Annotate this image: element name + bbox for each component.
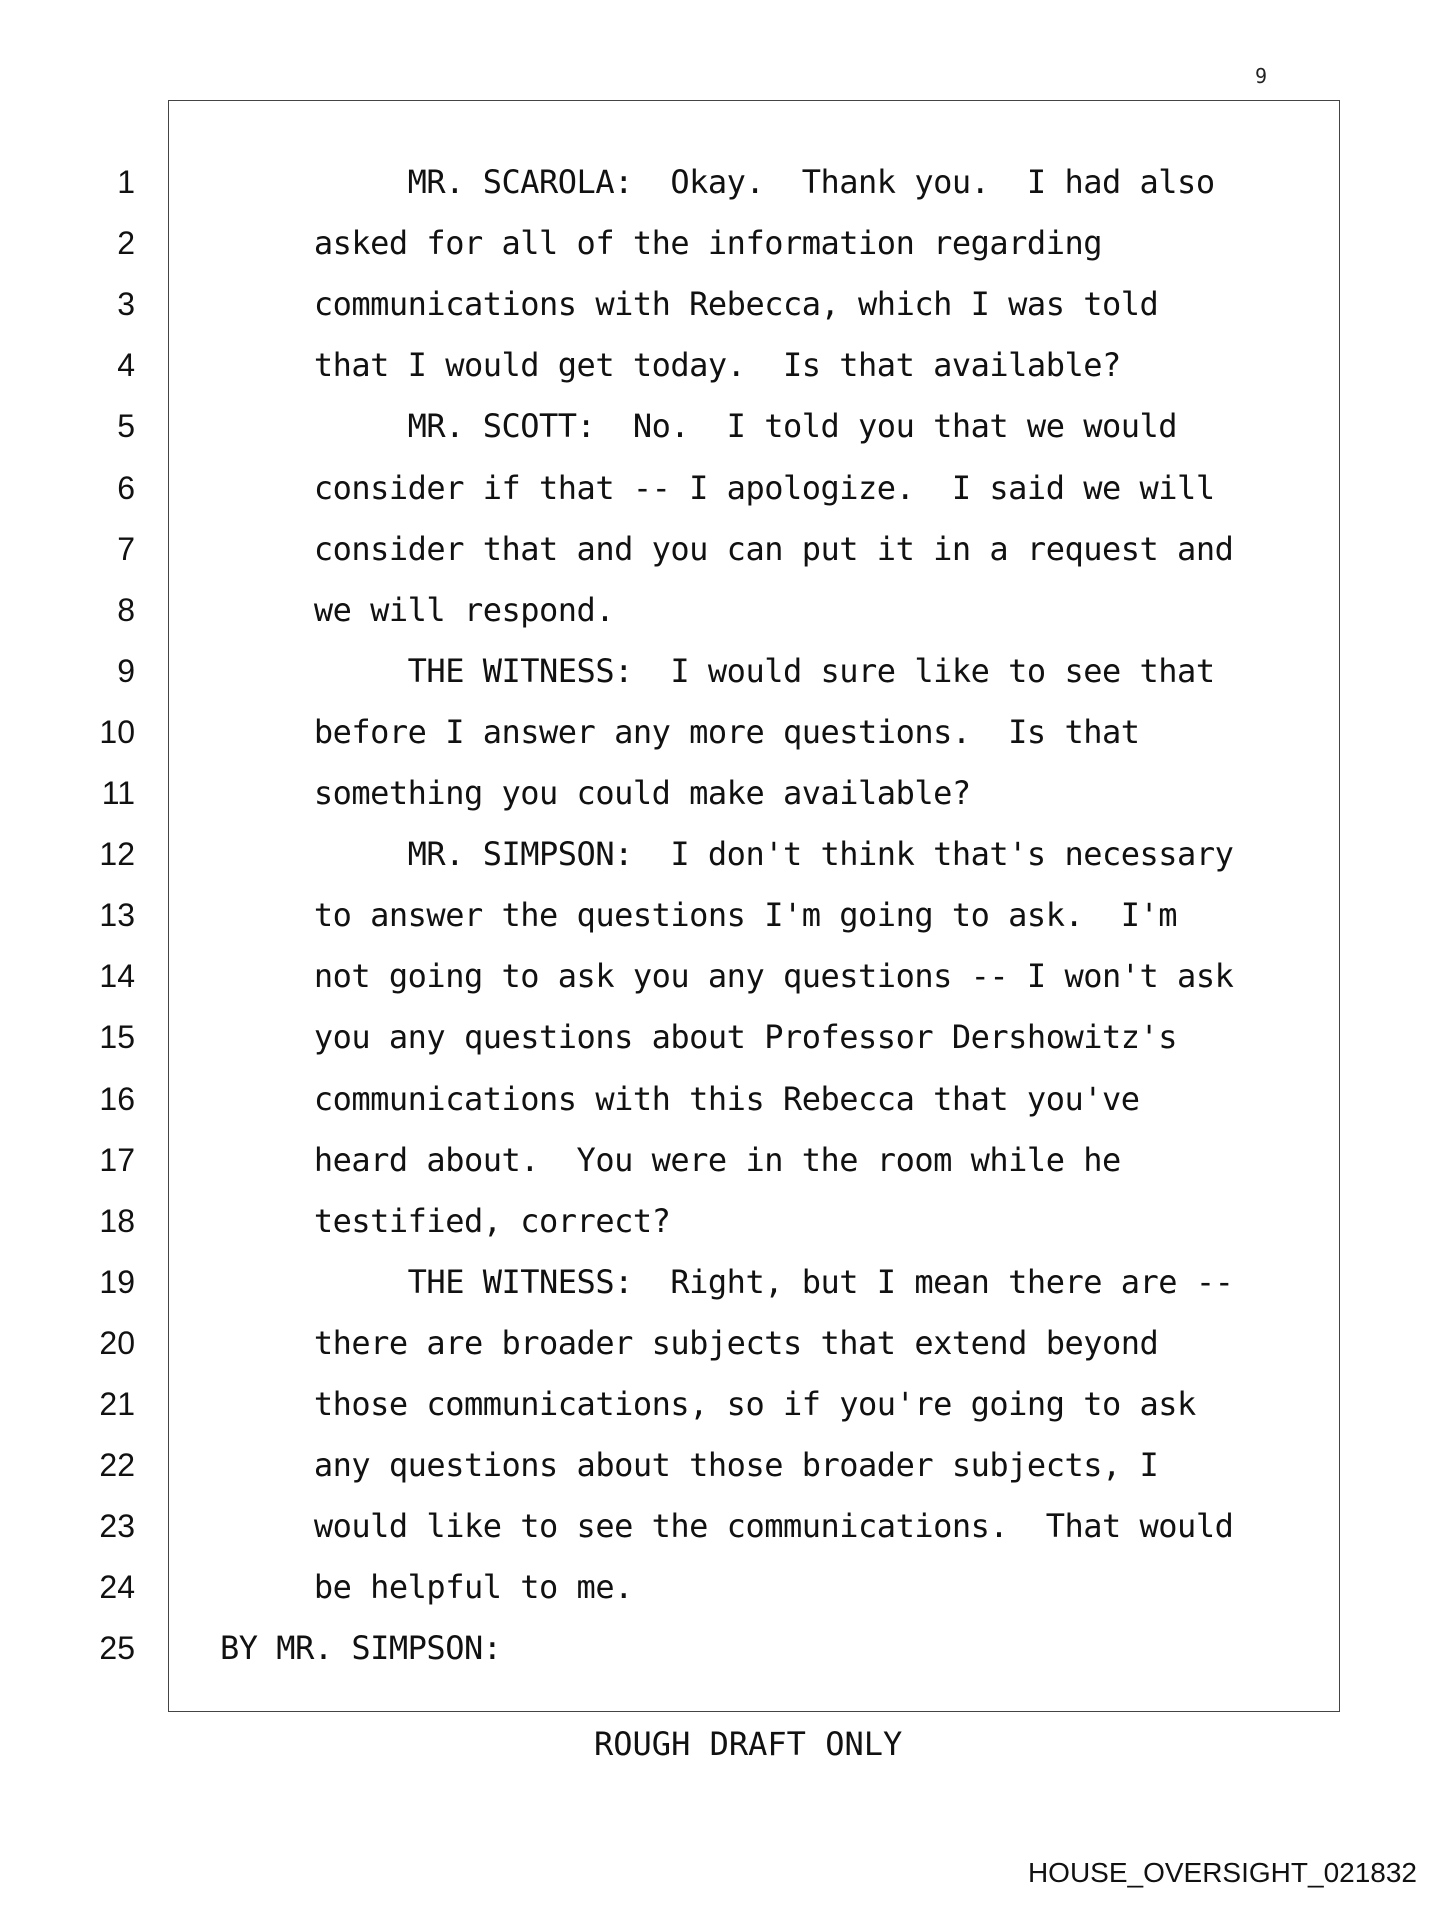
line-number: 12 [99, 836, 135, 873]
line-number: 10 [99, 713, 135, 750]
line-number: 22 [99, 1447, 135, 1484]
bates-number: HOUSE_OVERSIGHT_021832 [1027, 1857, 1417, 1888]
transcript-line [0, 1069, 1453, 1130]
line-text: MR. SCAROLA: Okay. Thank you. I had also [220, 163, 1215, 201]
line-number: 18 [99, 1202, 135, 1239]
line-number: 7 [117, 530, 135, 567]
line-text: those communications, so if you're going to ask [220, 1385, 1196, 1423]
line-number: 2 [117, 225, 135, 262]
line-number: 20 [99, 1324, 135, 1361]
transcript-line [0, 763, 1453, 824]
transcript-line [0, 702, 1453, 763]
line-text: heard about. You were in the room while he [220, 1140, 1121, 1179]
draft-footer: ROUGH DRAFT ONLY [594, 1725, 903, 1763]
transcript-line [0, 885, 1453, 946]
transcript-line [0, 1130, 1453, 1191]
line-text: we will respond. [220, 590, 615, 629]
line-text: any questions about those broader subjects, I [220, 1446, 1159, 1485]
line-text: consider if that -- I apologize. I said we will [220, 468, 1215, 507]
page-number: 9 [1255, 64, 1268, 88]
line-number: 11 [101, 775, 135, 811]
transcript-line [0, 641, 1453, 702]
transcript-line [0, 1618, 1453, 1679]
line-text: would like to see the communications. That would [220, 1507, 1234, 1546]
line-number: 21 [99, 1386, 135, 1422]
line-number: 5 [117, 408, 135, 445]
transcript-line [0, 1313, 1453, 1374]
line-number: 13 [99, 897, 135, 934]
line-text: that I would get today. Is that available? [220, 346, 1121, 385]
line-number: 17 [99, 1141, 135, 1178]
transcript-line [0, 1557, 1453, 1618]
line-text: testified, correct? [220, 1201, 671, 1240]
transcript-line [0, 274, 1453, 335]
line-number: 16 [99, 1080, 135, 1117]
transcript-line [0, 519, 1453, 580]
line-number: 25 [99, 1630, 135, 1667]
line-number: 24 [99, 1569, 135, 1606]
line-number: 9 [117, 652, 135, 689]
line-text: not going to ask you any questions -- I won't ask [220, 957, 1234, 996]
transcript-line [0, 335, 1453, 396]
transcript-line [0, 152, 1453, 213]
line-text: asked for all of the information regarding [220, 224, 1102, 263]
line-number: 14 [99, 958, 135, 995]
transcript-line [0, 824, 1453, 885]
line-number: 15 [99, 1019, 135, 1056]
line-number: 19 [99, 1263, 135, 1300]
transcript-line [0, 458, 1453, 519]
line-number: 23 [99, 1508, 135, 1545]
transcript-line [0, 1374, 1453, 1435]
transcript-line [0, 213, 1453, 274]
line-number: 8 [117, 591, 135, 628]
transcript-line [0, 1435, 1453, 1496]
line-text: MR. SIMPSON: I don't think that's necessary [220, 835, 1234, 874]
line-text: you any questions about Professor Dershowitz's [220, 1018, 1178, 1057]
line-number: 6 [117, 469, 135, 506]
line-text: BY MR. SIMPSON: [220, 1629, 502, 1668]
line-text: THE WITNESS: Right, but I mean there are -- [220, 1262, 1234, 1301]
line-text: something you could make available? [220, 774, 971, 812]
line-text: MR. SCOTT: No. I told you that we would [220, 407, 1178, 446]
transcript-line [0, 396, 1453, 457]
transcript-line [0, 1496, 1453, 1557]
line-text: communications with Rebecca, which I was told [220, 285, 1159, 324]
line-text: before I answer any more questions. Is that [220, 712, 1140, 751]
line-text: THE WITNESS: I would sure like to see that [220, 651, 1215, 690]
line-number: 1 [117, 164, 135, 200]
line-text: communications with this Rebecca that you've [220, 1079, 1140, 1118]
line-number: 3 [117, 286, 135, 323]
line-text: be helpful to me. [220, 1568, 633, 1607]
transcript-line [0, 580, 1453, 641]
transcript-line [0, 1191, 1453, 1252]
transcript-line [0, 946, 1453, 1007]
line-text: consider that and you can put it in a request and [220, 529, 1234, 568]
transcript-line [0, 1007, 1453, 1068]
line-text: to answer the questions I'm going to ask. I'm [220, 896, 1178, 935]
line-number: 4 [117, 347, 135, 384]
transcript-line [0, 1252, 1453, 1313]
line-text: there are broader subjects that extend beyond [220, 1323, 1159, 1362]
